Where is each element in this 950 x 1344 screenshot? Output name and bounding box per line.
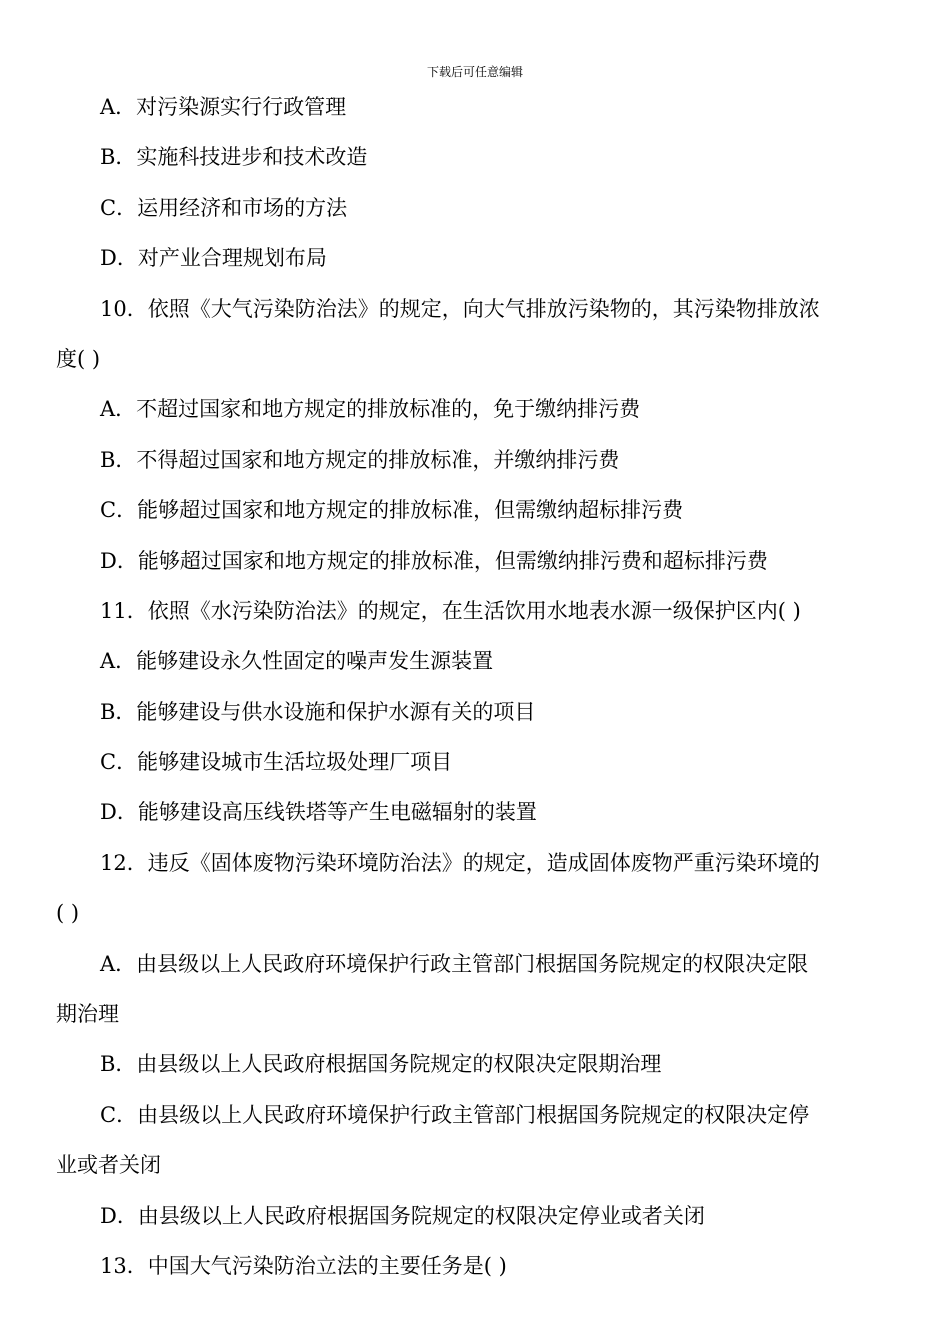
question-13: 13．中国大气污染防治立法的主要任务是( ) <box>100 1253 507 1278</box>
text-line: 业或者关闭 <box>56 1153 161 1178</box>
text-line: A．由县级以上人民政府环境保护行政主管部门根据国务院规定的权限决定限 <box>100 951 809 976</box>
text-line: B．由县级以上人民政府根据国务院规定的权限决定限期治理 <box>100 1052 662 1077</box>
text-line: C．运用经济和市场的方法 <box>100 195 348 220</box>
text-line: D．能够超过国家和地方规定的排放标准，但需缴纳排污费和超标排污费 <box>100 548 768 573</box>
text-line: D．由县级以上人民政府根据国务院规定的权限决定停业或者关闭 <box>100 1203 705 1228</box>
document-body <box>56 82 898 1291</box>
text-line: A．不超过国家和地方规定的排放标准的，免于缴纳排污费 <box>100 397 641 422</box>
text-line: C．能够超过国家和地方规定的排放标准，但需缴纳超标排污费 <box>100 498 684 523</box>
text-line: B．实施科技进步和技术改造 <box>100 145 368 170</box>
text-line: B．不得超过国家和地方规定的排放标准，并缴纳排污费 <box>100 447 620 472</box>
text-line: 期治理 <box>56 1002 119 1027</box>
page-header: 下载后可任意编辑 <box>426 65 523 79</box>
text-line: D．对产业合理规划布局 <box>100 246 327 271</box>
text-line: A．能够建设永久性固定的噪声发生源装置 <box>100 649 494 674</box>
question-12: 12．违反《固体废物污染环境防治法》的规定，造成固体废物严重污染环境的 <box>100 850 820 875</box>
text-line: A．对污染源实行行政管理 <box>100 95 347 119</box>
text-line: C．由县级以上人民政府环境保护行政主管部门根据国务院规定的权限决定停 <box>100 1102 810 1127</box>
text-line: B．能够建设与供水设施和保护水源有关的项目 <box>100 699 536 724</box>
text-line: ( ) <box>56 901 80 926</box>
text-line: 度( ) <box>56 346 101 371</box>
question-10: 10．依照《大气污染防治法》的规定，向大气排放污染物的，其污染物排放浓 <box>100 296 820 321</box>
question-11: 11．依照《水污染防治法》的规定，在生活饮用水地表水源一级保护区内( ) <box>100 598 801 623</box>
text-line: D．能够建设高压线铁塔等产生电磁辐射的装置 <box>100 800 537 825</box>
text-line: C．能够建设城市生活垃圾处理厂项目 <box>100 750 453 775</box>
